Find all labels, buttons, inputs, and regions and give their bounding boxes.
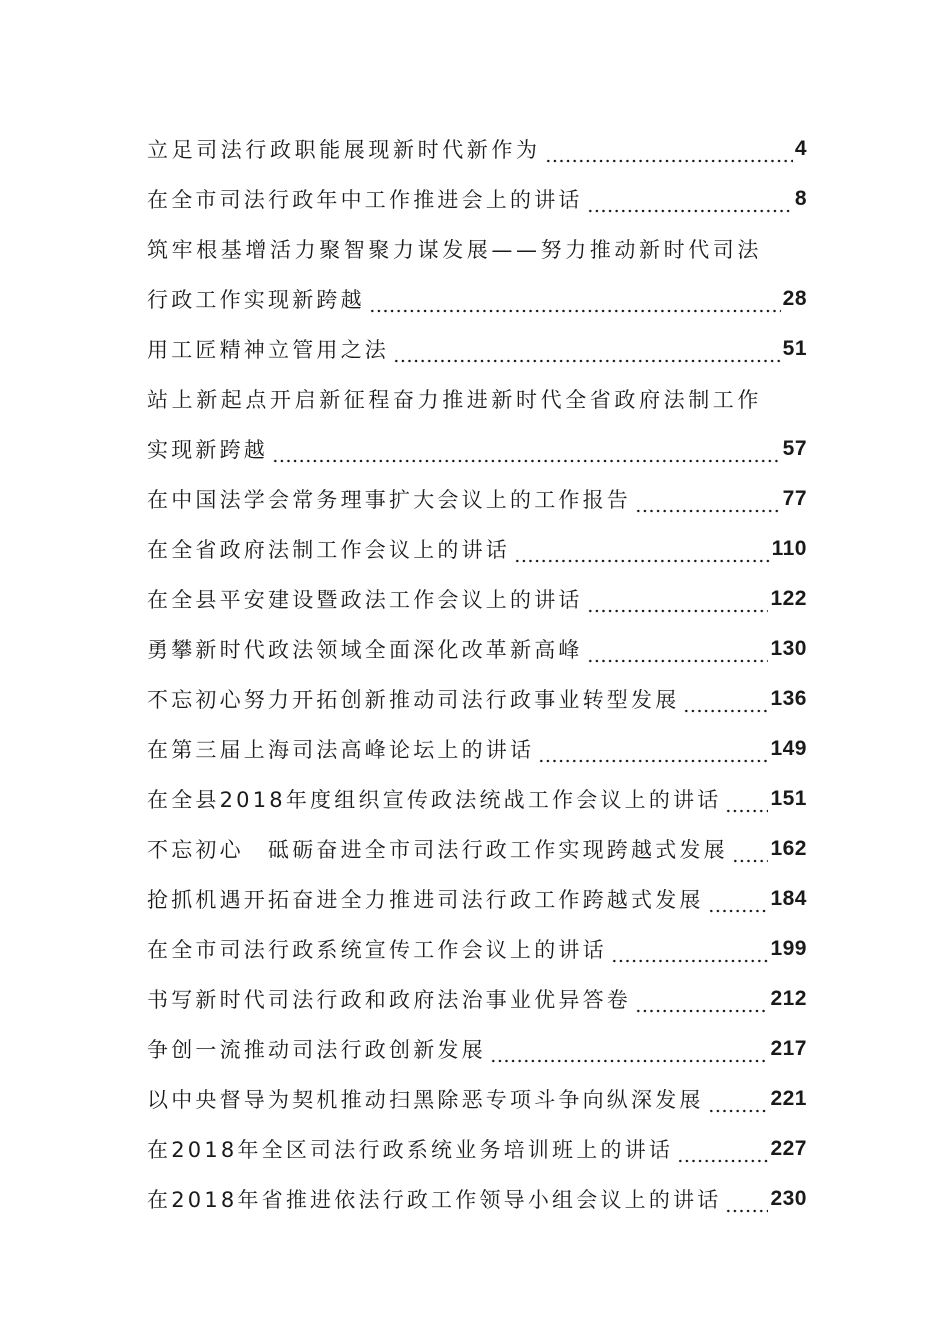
toc-entry-page: 122 — [770, 587, 807, 610]
toc-entry-page: 51 — [782, 337, 807, 360]
dot-leader — [587, 642, 769, 663]
toc-entry[interactable] — [147, 324, 807, 374]
toc-entry-page: 230 — [770, 1187, 807, 1210]
toc-entry[interactable] — [147, 274, 807, 324]
toc-entry-page: 151 — [770, 787, 807, 810]
toc-entry[interactable] — [147, 774, 807, 824]
dot-leader — [683, 692, 768, 713]
toc-entry-title: 勇攀新时代政法领域全面深化改革新高峰 — [147, 638, 583, 662]
toc-entry-title: 立足司法行政职能展现新时代新作为 — [147, 138, 541, 162]
toc-entry-title: 在2018年全区司法行政系统业务培训班上的讲话 — [147, 1138, 674, 1162]
dot-leader — [538, 742, 768, 763]
toc-entry-title: 实现新跨越 — [147, 438, 268, 462]
toc-entry[interactable] — [147, 824, 807, 874]
toc-entry-title: 在全市司法行政年中工作推进会上的讲话 — [147, 188, 583, 212]
dot-leader — [545, 142, 793, 163]
toc-entry-page: 130 — [770, 637, 807, 660]
toc-entry-page: 57 — [782, 437, 807, 460]
toc-entry-page: 136 — [770, 687, 807, 710]
toc-entry[interactable] — [147, 424, 807, 474]
dot-leader — [677, 1142, 768, 1163]
toc-entry[interactable] — [147, 1174, 807, 1224]
toc-entry[interactable] — [147, 874, 807, 924]
toc-entry-title: 在2018年省推进依法行政工作领导小组会议上的讲话 — [147, 1188, 722, 1212]
toc-entry-title: 筑牢根基增活力聚智聚力谋发展——努力推动新时代司法 — [147, 238, 762, 262]
toc-entry-title: 站上新起点开启新征程奋力推进新时代全省政府法制工作 — [147, 388, 762, 412]
toc-entry-page: 149 — [770, 737, 807, 760]
toc-entry[interactable] — [147, 524, 807, 574]
toc-entry[interactable] — [147, 1074, 807, 1124]
toc-entry-title: 在全县2018年度组织宣传政法统战工作会议上的讲话 — [147, 788, 722, 812]
dot-leader — [708, 892, 769, 913]
toc-entry[interactable] — [147, 924, 807, 974]
toc-entry-title: 在全县平安建设暨政法工作会议上的讲话 — [147, 588, 583, 612]
toc-entry[interactable] — [147, 1124, 807, 1174]
table-of-contents — [147, 124, 807, 1224]
toc-entry-title: 用工匠精神立管用之法 — [147, 338, 389, 362]
toc-entry-page: 199 — [770, 937, 807, 960]
toc-entry[interactable] — [147, 974, 807, 1024]
toc-entry-title: 行政工作实现新跨越 — [147, 288, 365, 312]
toc-entry-title: 书写新时代司法行政和政府法治事业优异答卷 — [147, 988, 631, 1012]
dot-leader — [587, 192, 793, 213]
toc-entry[interactable] — [147, 124, 807, 174]
dot-leader — [725, 792, 768, 813]
toc-entry-page: 28 — [782, 287, 807, 310]
toc-entry[interactable] — [147, 674, 807, 724]
toc-entry-title: 以中央督导为契机推动扫黑除恶专项斗争向纵深发展 — [147, 1088, 704, 1112]
dot-leader — [732, 842, 769, 863]
toc-entry-title: 争创一流推动司法行政创新发展 — [147, 1038, 486, 1062]
toc-entry-page: 217 — [770, 1037, 807, 1060]
toc-entry-wrapped-first-line[interactable] — [147, 374, 807, 424]
dot-leader — [490, 1042, 769, 1063]
dot-leader — [369, 292, 781, 313]
toc-entry-title: 不忘初心 砥砺奋进全市司法行政工作实现跨越式发展 — [147, 838, 728, 862]
toc-entry-page: 227 — [770, 1137, 807, 1160]
dot-leader — [393, 342, 781, 363]
toc-entry-page: 184 — [770, 887, 807, 910]
dot-leader — [611, 942, 769, 963]
dot-leader — [635, 992, 768, 1013]
toc-entry-page: 110 — [771, 537, 807, 560]
toc-entry-title: 在第三届上海司法高峰论坛上的讲话 — [147, 738, 535, 762]
toc-entry-title: 在中国法学会常务理事扩大会议上的工作报告 — [147, 488, 631, 512]
toc-entry[interactable] — [147, 1024, 807, 1074]
toc-entry-title: 抢抓机遇开拓奋进全力推进司法行政工作跨越式发展 — [147, 888, 704, 912]
toc-entry-title: 在全市司法行政系统宣传工作会议上的讲话 — [147, 938, 607, 962]
toc-entry-page: 8 — [794, 187, 807, 210]
dot-leader — [725, 1192, 768, 1213]
toc-entry-page: 221 — [770, 1087, 807, 1110]
dot-leader — [587, 592, 769, 613]
dot-leader — [272, 442, 781, 463]
toc-entry-title: 在全省政府法制工作会议上的讲话 — [147, 538, 510, 562]
toc-entry[interactable] — [147, 724, 807, 774]
toc-entry-page: 4 — [794, 137, 807, 160]
toc-entry[interactable] — [147, 624, 807, 674]
toc-entry[interactable] — [147, 574, 807, 624]
toc-entry[interactable] — [147, 174, 807, 224]
toc-entry-page: 212 — [770, 987, 807, 1010]
toc-entry-page: 162 — [770, 837, 807, 860]
toc-entry[interactable] — [147, 474, 807, 524]
dot-leader — [514, 542, 770, 563]
dot-leader — [708, 1092, 769, 1113]
toc-entry-title: 不忘初心努力开拓创新推动司法行政事业转型发展 — [147, 688, 680, 712]
toc-entry-wrapped-first-line[interactable] — [147, 224, 807, 274]
dot-leader — [635, 492, 781, 513]
toc-entry-page: 77 — [782, 487, 807, 510]
